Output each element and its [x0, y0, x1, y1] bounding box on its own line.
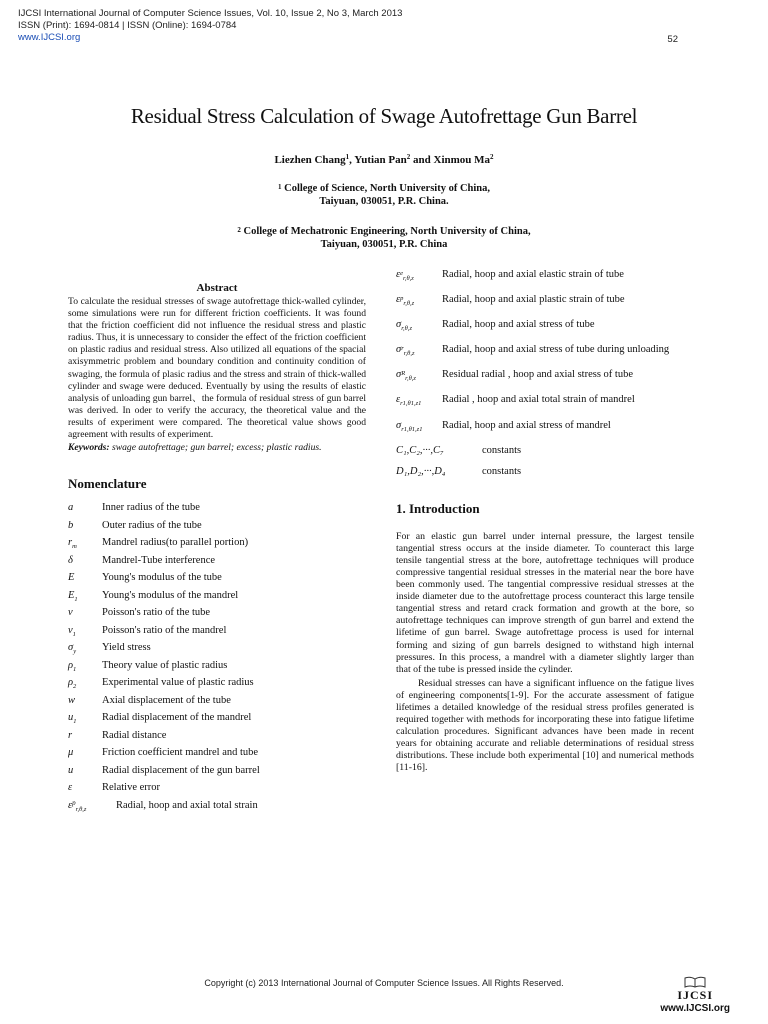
- nomenclature-description: Radial displacement of the mandrel: [102, 712, 252, 724]
- nomenclature-heading: Nomenclature: [68, 476, 147, 492]
- left-column: [68, 282, 366, 817]
- nomenclature-item: [396, 293, 694, 311]
- nomenclature-symbol: b: [68, 519, 74, 531]
- nomenclature-item: [68, 677, 366, 695]
- nomenclature-item: [68, 642, 366, 660]
- nomenclature-description: Radial, hoop and axial elastic strain of tube: [442, 269, 624, 280]
- nomenclature-list-continued: [396, 268, 694, 479]
- author-name: Liezhen Chang: [274, 154, 346, 166]
- nomenclature-symbol: $\rho_2$: [68, 677, 77, 691]
- nomenclature-item: [68, 782, 366, 800]
- author-separator: ,: [349, 154, 355, 166]
- nomenclature-symbol: a: [68, 502, 74, 514]
- nomenclature-item: [396, 444, 694, 458]
- abstract-text: To calculate the residual stresses of swage autofrettage thick-walled cylinder, some simulations were run for different friction coefficients. It was found that the friction coefficient did not influence the residual stress and plastic radius. Thus, it is unnecessary to consider the effect of the friction coefficient on plastic radius and residual stress. Also utilized all equations of the spacial axisymmetric problem and boundary condition and continuity condition of swaging, the formula of plasic radius and the stress and strain of thick-walled cylinder and swage were deduced. Eventually by using the results of elastic analysis of unloading gun barrel、the formula of residual stress of gun barrel was derived. In oder to verify the accuracy, the theoretical value and the results of experiment were compared. The theoretical value shows good agreement with results of experiment.: [68, 296, 366, 441]
- nomenclature-symbol: D₁,D₂,···,D₄: [396, 465, 446, 477]
- issn-line: ISSN (Print): 1694-0814 | ISSN (Online): 1694-0784: [18, 20, 237, 31]
- right-column: [396, 268, 694, 775]
- nomenclature-symbol: $\nu_1$: [68, 624, 76, 638]
- nomenclature-description: Axial displacement of the tube: [102, 694, 231, 706]
- nomenclature-symbol: $\sigma_y$: [68, 642, 77, 656]
- logo-url: www.IJCSI.org: [660, 1003, 730, 1014]
- nomenclature-item: [68, 520, 366, 538]
- nomenclature-description: Experimental value of plastic radius: [102, 677, 254, 689]
- nomenclature-symbol: r: [68, 729, 73, 741]
- author-affiliation-mark: 2: [406, 153, 411, 161]
- author-list: [0, 154, 768, 166]
- nomenclature-item: [396, 465, 694, 479]
- nomenclature-item: [68, 590, 366, 608]
- nomenclature-item: [68, 502, 366, 520]
- nomenclature-item: [396, 419, 694, 437]
- page-number: 52: [667, 34, 678, 45]
- nomenclature-symbol: $u_1$: [68, 712, 77, 726]
- paper-title: Residual Stress Calculation of Swage Autofrettage Gun Barrel: [130, 104, 638, 128]
- nomenclature-item: [68, 660, 366, 678]
- nomenclature-list: [68, 502, 366, 817]
- ijcsi-logo[interactable]: [660, 976, 730, 1014]
- nomenclature-description: Inner radius of the tube: [102, 502, 200, 514]
- nomenclature-item: [68, 695, 366, 713]
- nomenclature-description: Residual radial , hoop and axial stress of tube: [442, 369, 633, 381]
- nomenclature-symbol: $\varepsilon_{r1,\theta 1,z1}$: [396, 394, 422, 408]
- book-icon: [684, 976, 706, 988]
- nomenclature-symbol: $r_m$: [68, 537, 77, 551]
- journal-line: IJCSI International Journal of Computer Science Issues, Vol. 10, Issue 2, No 3, March 2013: [18, 8, 403, 19]
- abstract-heading: Abstract: [196, 282, 238, 294]
- nomenclature-symbol: $\varepsilon^p_{r,\theta,z}$: [68, 798, 87, 813]
- nomenclature-symbol: u: [68, 764, 74, 776]
- nomenclature-description: Radial displacement of the gun barrel: [102, 764, 260, 776]
- nomenclature-symbol: E: [68, 572, 75, 584]
- keywords: Keywords: swage autofrettage; gun barrel; excess; plastic radius.: [68, 442, 322, 454]
- nomenclature-item: [68, 712, 366, 730]
- nomenclature-description: Radial, hoop and axial stress of tube during unloading: [442, 344, 670, 356]
- author-affiliation-mark: 2: [490, 153, 494, 161]
- nomenclature-description: Radial distance: [102, 729, 167, 741]
- nomenclature-item: [68, 572, 366, 590]
- author-separator: and: [410, 154, 434, 166]
- nomenclature-item: [68, 747, 366, 765]
- nomenclature-description: Poisson's ratio of the mandrel: [102, 624, 227, 636]
- affiliation-1: $^1$ College of Science, North University of China, Taiyuan, 030051, P.R. China.: [277, 183, 490, 207]
- nomenclature-item: [396, 393, 694, 411]
- nomenclature-symbol: C₁,C₂,···,C₇: [396, 444, 444, 456]
- nomenclature-description: Radial , hoop and axial total strain of mandrel: [442, 394, 635, 406]
- nomenclature-description: Radial, hoop and axial stress of tube: [442, 319, 595, 331]
- introduction-paragraph-1: For an elastic gun barrel under internal pressure, the largest tensile tangential stress occurs at the inside diameter. To counteract this large tensile tangential stress at the bore, autofrettage techniques will produce compressive tangential residual stresses in the material near the bore have been commonly used. The tangential compressive residual stresses at the inside diameter due to the autofrettage process counteract this large tensile tangential stress and retard crack formation and growth at the bore, so autofrettage techniques can improve strength of gun barrel and extend the lifetime of gun barrel. Swage autofrettage process is used for internal forming and sizing of gun barrels designed to withstand high internal pressures. In this process, a mandrel with a diameter slightly larger than that of the tube is pressed inside the cylinder.: [396, 530, 694, 675]
- nomenclature-item: [396, 343, 694, 361]
- author-name: Yutian Pan: [354, 154, 407, 166]
- nomenclature-item: [68, 607, 366, 625]
- author-name: Xinmou Ma: [433, 154, 491, 166]
- nomenclature-description: Relative error: [102, 782, 161, 794]
- nomenclature-item: [68, 625, 366, 643]
- introduction-paragraph-2: Residual stresses can have a significant influence on the fatigue lives of engineering components[1-9]. For the accurate assessment of fatigue lifetimes a detailed knowledge of the residual stress profiles generated is required together with methods for incorporating these into fatigue lifetime calculation procedures. Significant advances have been made in recent years for obtaining accurate and reliable determinations of residual stress distributions. These include both experimental [10] and numerical methods [11-16].: [396, 677, 694, 774]
- nomenclature-symbol: $\sigma_{r,\theta,z}$: [396, 319, 412, 333]
- nomenclature-item: [68, 537, 366, 555]
- nomenclature-description: Poisson's ratio of the tube: [102, 607, 211, 619]
- introduction-heading: 1. Introduction: [396, 500, 480, 516]
- nomenclature-item: [396, 268, 694, 286]
- nomenclature-description: Young's modulus of the mandrel: [102, 589, 239, 601]
- nomenclature-item: [68, 800, 366, 818]
- logo-text: IJCSI: [677, 988, 714, 1002]
- nomenclature-description: Theory value of plastic radius: [102, 659, 228, 671]
- nomenclature-item: [396, 368, 694, 386]
- nomenclature-symbol: $\varepsilon^e_{r,\theta,z}$: [396, 269, 414, 283]
- nomenclature-symbol: $\sigma_{r1,\theta 1,z1}$: [396, 419, 423, 433]
- copyright-footer: Copyright (c) 2013 International Journal of Computer Science Issues. All Rights Reserved.: [204, 978, 564, 988]
- nomenclature-item: [68, 555, 366, 573]
- nomenclature-description: Yield stress: [102, 642, 151, 654]
- nomenclature-description: constants: [482, 444, 522, 456]
- journal-url-link[interactable]: www.IJCSI.org: [18, 32, 81, 43]
- nomenclature-description: Young's modulus of the tube: [102, 572, 222, 584]
- nomenclature-symbol: $\varepsilon^p_{r,\theta,z}$: [396, 294, 415, 308]
- nomenclature-symbol: μ: [68, 747, 74, 759]
- nomenclature-description: Outer radius of the tube: [102, 519, 202, 531]
- nomenclature-description: Radial, hoop and axial total strain: [116, 799, 258, 811]
- nomenclature-symbol: $\rho_1$: [68, 659, 77, 673]
- nomenclature-symbol: δ: [68, 554, 73, 566]
- nomenclature-description: Mandrel radius(to parallel portion): [102, 537, 249, 549]
- journal-header: [18, 8, 402, 44]
- author-affiliation-mark: 1: [345, 153, 350, 161]
- nomenclature-item: [68, 730, 366, 748]
- nomenclature-symbol: ε: [68, 782, 73, 794]
- affiliation-2: $^2$ College of Mechatronic Engineering, North University of China, Taiyuan, 030051, P.R. China: [237, 226, 531, 250]
- nomenclature-symbol: $\sigma^R_{r,\theta,z}$: [396, 369, 416, 383]
- nomenclature-description: Mandrel-Tube interference: [102, 554, 216, 566]
- nomenclature-symbol: $E_1$: [68, 589, 78, 603]
- nomenclature-item: [68, 765, 366, 783]
- nomenclature-description: Friction coefficient mandrel and tube: [102, 747, 259, 759]
- nomenclature-description: Radial, hoop and axial stress of mandrel: [442, 419, 611, 431]
- nomenclature-symbol: w: [68, 694, 76, 706]
- nomenclature-item: [396, 318, 694, 336]
- nomenclature-description: constants: [482, 465, 522, 477]
- nomenclature-symbol: ν: [68, 607, 73, 619]
- nomenclature-description: Radial, hoop and axial plastic strain of tube: [442, 294, 625, 306]
- nomenclature-symbol: $\sigma^r_{r,\theta,z}$: [396, 344, 415, 358]
